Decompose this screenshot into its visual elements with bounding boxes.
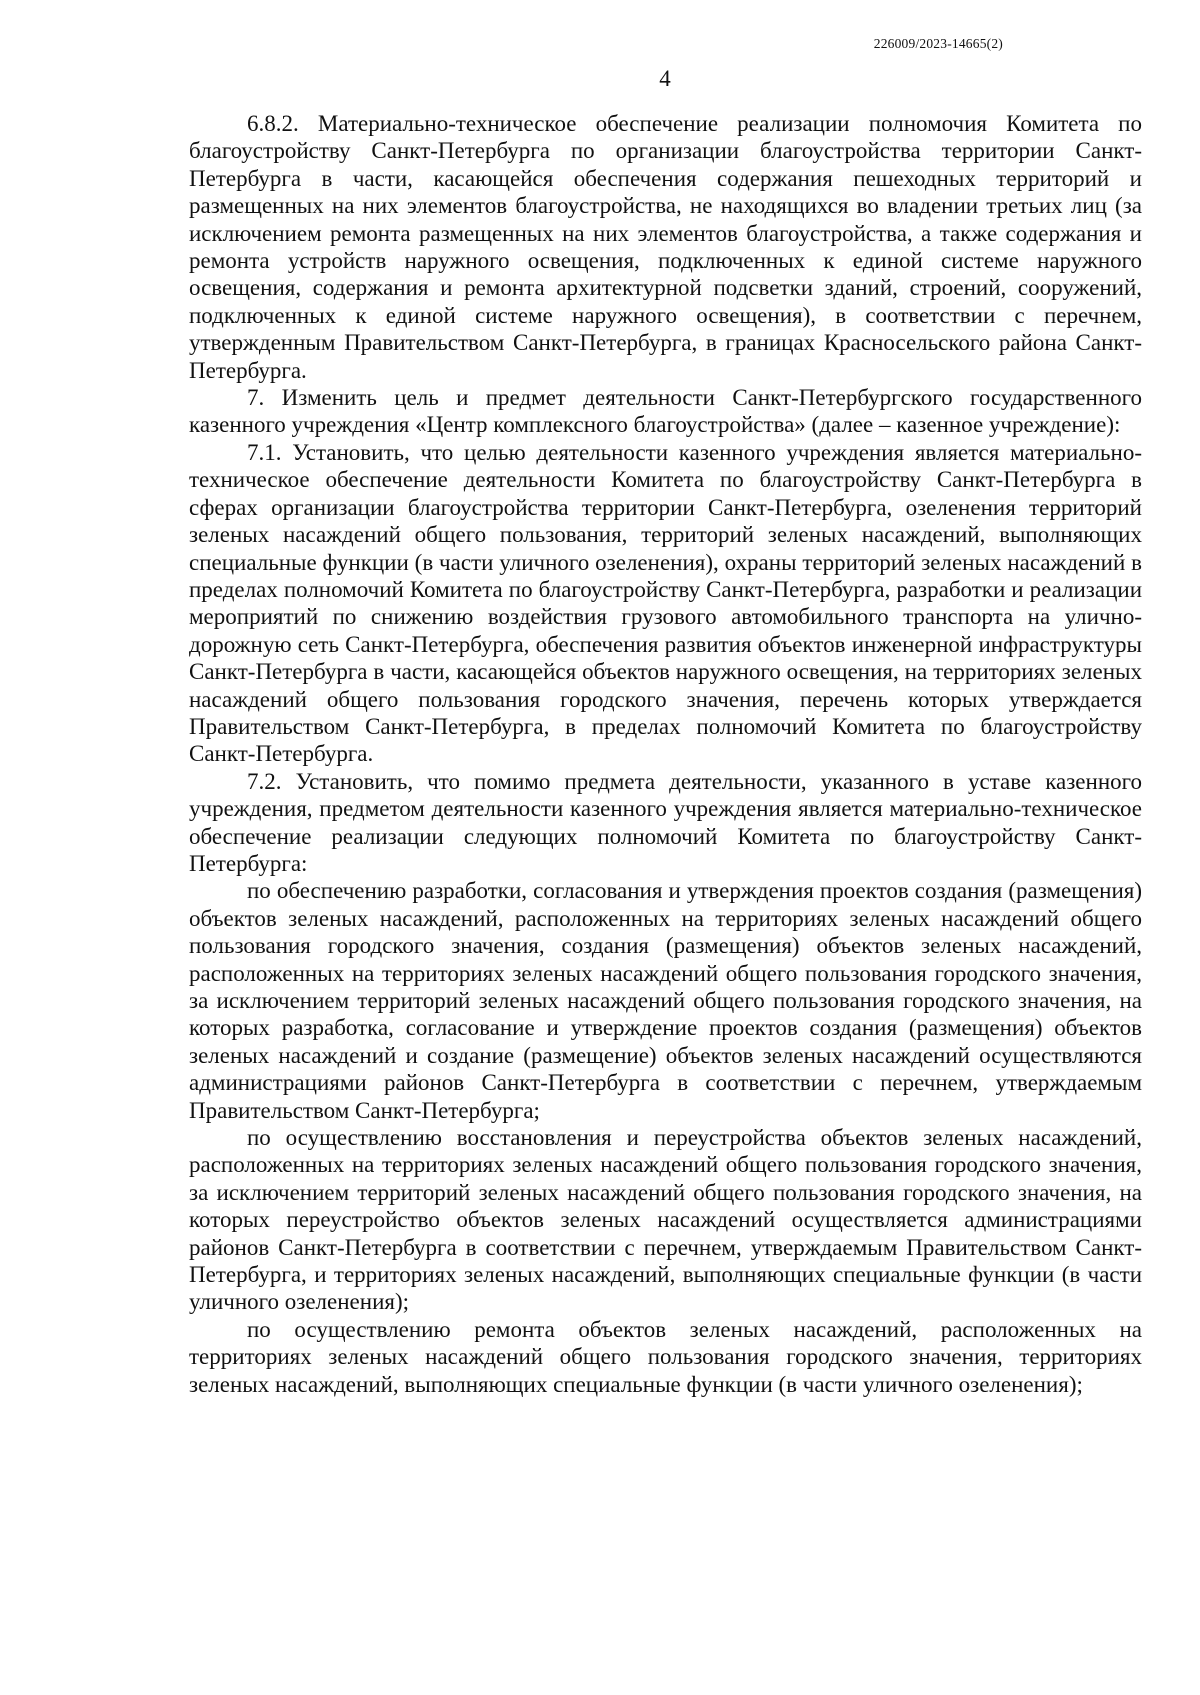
- paragraph-7-2: 7.2. Установить, что помимо предмета деятельности, указанного в уставе казенного учреждения, предметом деятельности казенного учреждения является материально-техническое обеспечение реализации следующих полномочий Комитета по благоустройству Санкт-Петербурга:: [189, 768, 1142, 876]
- list-item-repair: по осуществлению ремонта объектов зеленых насаждений, расположенных на территориях зеленых насаждений общего пользования городского значения, территориях зеленых насаждений, выполняющих специальные функции (в части уличного озеленения);: [189, 1316, 1142, 1397]
- document-body: [189, 110, 1142, 1398]
- paragraph-7-1: 7.1. Установить, что целью деятельности казенного учреждения является материально-техническое обеспечение деятельности Комитета по благоустройству Санкт-Петербурга в сферах организации благоустройства территории Санкт-Петербурга, озеленения территорий зеленых насаждений общего пользования, территорий зеленых насаждений, выполняющих специальные функции (в части уличного озеленения), охраны территорий зеленых насаждений в пределах полномочий Комитета по благоустройству Санкт-Петербурга, разработки и реализации мероприятий по снижению воздействия грузового автомобильного транспорта на улично-дорожную сеть Санкт-Петербурга, обеспечения развития объектов инженерной инфраструктуры Санкт-Петербурга в части, касающейся объектов наружного освещения, на территориях зеленых насаждений общего пользования городского значения, перечень которых утверждается Правительством Санкт-Петербурга, в пределах полномочий Комитета по благоустройству Санкт-Петербурга.: [189, 439, 1142, 767]
- paragraph-6-8-2: 6.8.2. Материально-техническое обеспечение реализации полномочия Комитета по благоустройству Санкт-Петербурга по организации благоустройства территории Санкт-Петербурга в части, касающейся обеспечения содержания пешеходных территорий и размещенных на них элементов благоустройства, не находящихся во владении третьих лиц (за исключением ремонта размещенных на них элементов благоустройства, а также содержания и ремонта устройств наружного освещения, подключенных к единой системе наружного освещения, содержания и ремонта архитектурной подсветки зданий, строений, сооружений, подключенных к единой системе наружного освещения), в соответствии с перечнем, утвержденным Правительством Санкт-Петербурга, в границах Красносельского района Санкт-Петербурга.: [189, 111, 1142, 383]
- list-item-development-projects: по обеспечению разработки, согласования и утверждения проектов создания (размещения) объектов зеленых насаждений, расположенных на территориях зеленых насаждений общего пользования городского значения, создания (размещения) объектов зеленых насаждений, расположенных на территориях зеленых насаждений общего пользования городского значения, за исключением территорий зеленых насаждений общего пользования городского значения, на которых разработка, согласование и утверждение проектов создания (размещения) объектов зеленых насаждений и создание (размещение) объектов зеленых насаждений осуществляются администрациями районов Санкт-Петербурга в соответствии с перечнем, утверждаемым Правительством Санкт-Петербурга;: [189, 878, 1142, 1123]
- document-number: 226009/2023-14665(2): [873, 36, 1003, 51]
- page-number: 4: [659, 66, 671, 91]
- list-item-restoration: по осуществлению восстановления и переустройства объектов зеленых насаждений, расположенных на территориях зеленых насаждений общего пользования городского значения, за исключением территорий зеленых насаждений общего пользования городского значения, на которых переустройство объектов зеленых насаждений осуществляется администрациями районов Санкт-Петербурга в соответствии с перечнем, утверждаемым Правительством Санкт-Петербурга, и территориях зеленых насаждений, выполняющих специальные функции (в части уличного озеленения);: [189, 1125, 1142, 1315]
- paragraph-7: 7. Изменить цель и предмет деятельности Санкт-Петербургского государственного казенного учреждения «Центр комплексного благоустройства» (далее – казенное учреждение):: [189, 385, 1142, 438]
